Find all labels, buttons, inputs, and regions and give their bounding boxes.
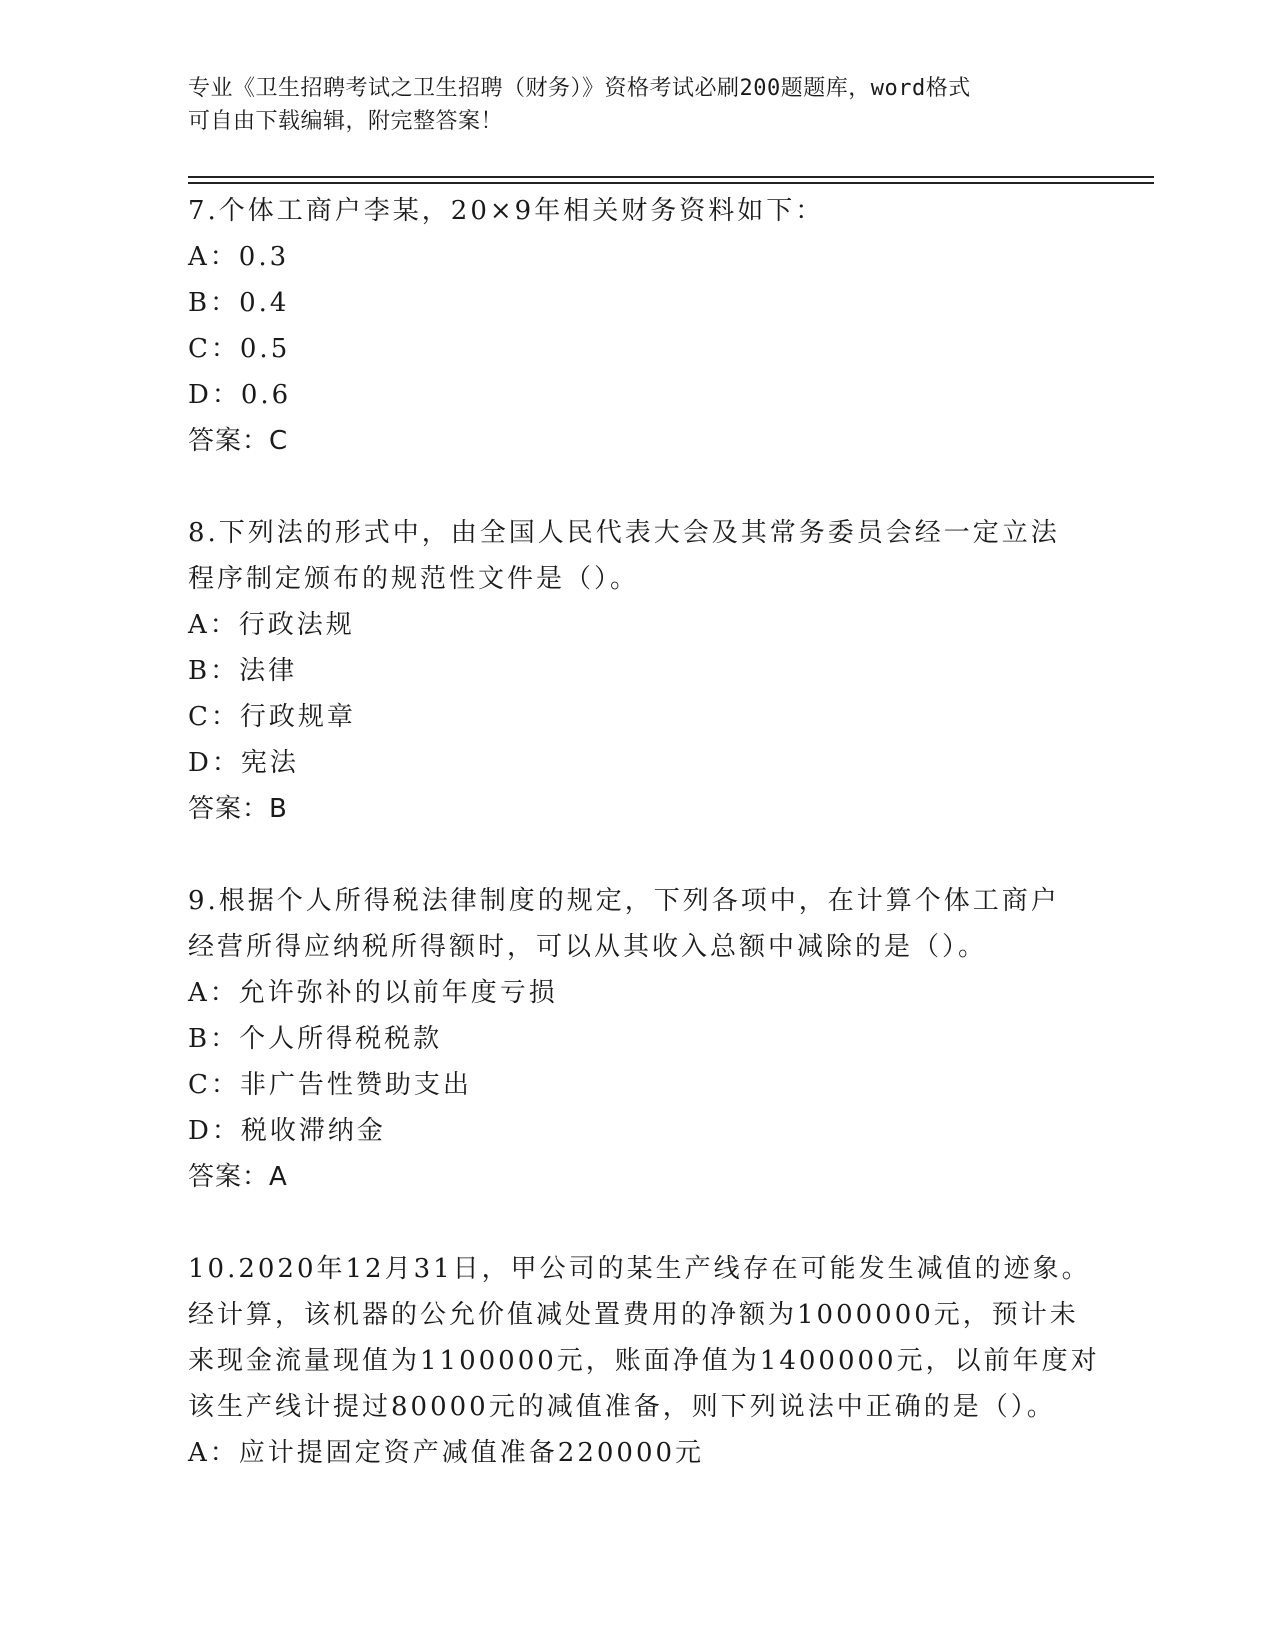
question-7 [188, 188, 1068, 464]
question-list [188, 188, 1100, 1476]
question-line: 10.2020年12月31日，甲公司的某生产线存在可能发生减值的迹象。 [188, 1254, 1091, 1284]
question-line: 经计算，该机器的公允价值减处置费用的净额为1000000元，预计未 [188, 1300, 1079, 1330]
question-line: 来现金流量现值为1100000元，账面净值为1400000元，以前年度对 [188, 1346, 1100, 1376]
option-a: A：应计提固定资产减值准备220000元 [188, 1438, 705, 1468]
question-line: 程序制定颁布的规范性文件是（）。 [188, 564, 640, 594]
option-d: D：宪法 [188, 748, 299, 778]
header-line-1: 专业《卫生招聘考试之卫生招聘（财务）》资格考试必刷200题题库，word格式 [188, 76, 971, 101]
option-b: B：0.4 [188, 288, 290, 318]
question-text [188, 1246, 1100, 1430]
document-header [188, 72, 1068, 138]
option-d: D：0.6 [188, 380, 292, 410]
option-d: D：税收滞纳金 [188, 1116, 386, 1146]
header-divider-top [188, 176, 1154, 178]
answer-line: 答案：A [188, 1162, 288, 1192]
option-c: C：0.5 [188, 334, 291, 364]
question-line: 经营所得应纳税所得额时，可以从其收入总额中减除的是（）。 [188, 932, 988, 962]
answer-line: 答案：B [188, 794, 288, 824]
header-divider-bottom [188, 182, 1154, 184]
question-8 [188, 510, 1068, 832]
question-10 [188, 1246, 1100, 1476]
header-line-2: 可自由下载编辑，附完整答案！ [188, 109, 504, 134]
question-line: 该生产线计提过80000元的减值准备，则下列说法中正确的是（）。 [188, 1392, 1056, 1422]
question-text [188, 510, 1068, 602]
question-line: 7.个体工商户李某，20×9年相关财务资料如下： [188, 196, 825, 226]
question-text [188, 188, 1068, 234]
option-a: A：0.3 [188, 242, 290, 272]
option-a: A：行政法规 [188, 610, 355, 640]
question-9 [188, 878, 1068, 1200]
option-b: B：法律 [188, 656, 298, 686]
option-c: C：行政规章 [188, 702, 356, 732]
question-text [188, 878, 1068, 970]
question-line: 8.下列法的形式中，由全国人民代表大会及其常务委员会经一定立法 [188, 518, 1060, 548]
question-line: 9.根据个人所得税法律制度的规定，下列各项中，在计算个体工商户 [188, 886, 1060, 916]
option-c: C：非广告性赞助支出 [188, 1070, 472, 1100]
option-a: A：允许弥补的以前年度亏损 [188, 978, 558, 1008]
answer-line: 答案：C [188, 426, 289, 456]
option-b: B：个人所得税税款 [188, 1024, 443, 1054]
